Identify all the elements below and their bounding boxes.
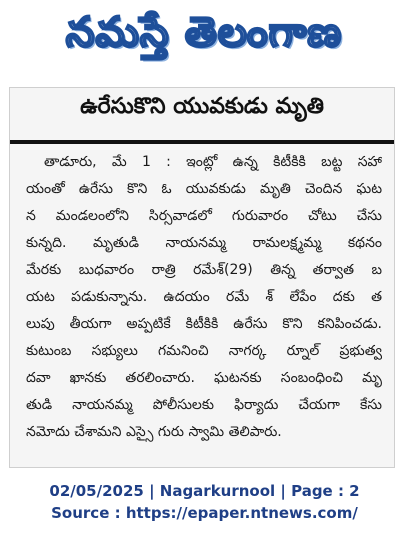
article-card xyxy=(9,87,395,468)
source-url: Source : https://epaper.ntnews.com/ xyxy=(51,504,358,522)
article-line: యంతో ఉరేసు కొని ఓ యువకుడు మృతి చెందిన ఘట xyxy=(26,181,382,197)
newspaper-masthead: నమస్తే తెలంగాణ xyxy=(65,8,343,56)
article-line: యట పడుకున్నాను. ఉదయం రమే శ్ లేపేం దకు త xyxy=(26,289,382,305)
article-headline: ఉరేసుకొని యువకుడు మృతి xyxy=(80,94,324,119)
article-line: మేరకు బుధవారం రాత్రి రమేశ్(29) తిన్న తర్వాత బ xyxy=(26,262,382,278)
article-line: తాడూరు, మే 1 : ఇంట్లో ఉన్న కిటీకికి బట్ట సహా xyxy=(44,154,382,170)
headline-divider xyxy=(10,140,394,144)
article-line: లుపు తీయగా అప్పటికే కిటీకికి ఉరేసు కొని కనిపించడు. xyxy=(26,316,382,332)
article-line: కుటుంబ సభ్యులు గమనించి నాగర్క ర్నూల్ ప్రభుత్వ xyxy=(26,343,382,359)
article-line: న మండలంలోని సిర్సవాడలో గురువారం చోటు చేసు xyxy=(26,208,382,224)
source-footer xyxy=(0,480,409,524)
article-line: కున్నది. మృతుడి నాయనమ్మ రామలక్ష్మమ్మ కథనం xyxy=(26,235,382,251)
article-line: దవా ఖానకు తరలించారు. ఘటనకు సంబంధించి మృ xyxy=(26,370,382,386)
article-line: నమోదు చేశామని ఎస్సై గురు స్వామి తెలిపారు. xyxy=(26,424,282,440)
edition-info: 02/05/2025 | Nagarkurnool | Page : 2 xyxy=(49,482,360,500)
article-body xyxy=(26,149,382,446)
article-line: తుడి నాయనమ్మ పోలీసులకు ఫిర్యాదు చేయగా కేసు xyxy=(26,397,382,413)
